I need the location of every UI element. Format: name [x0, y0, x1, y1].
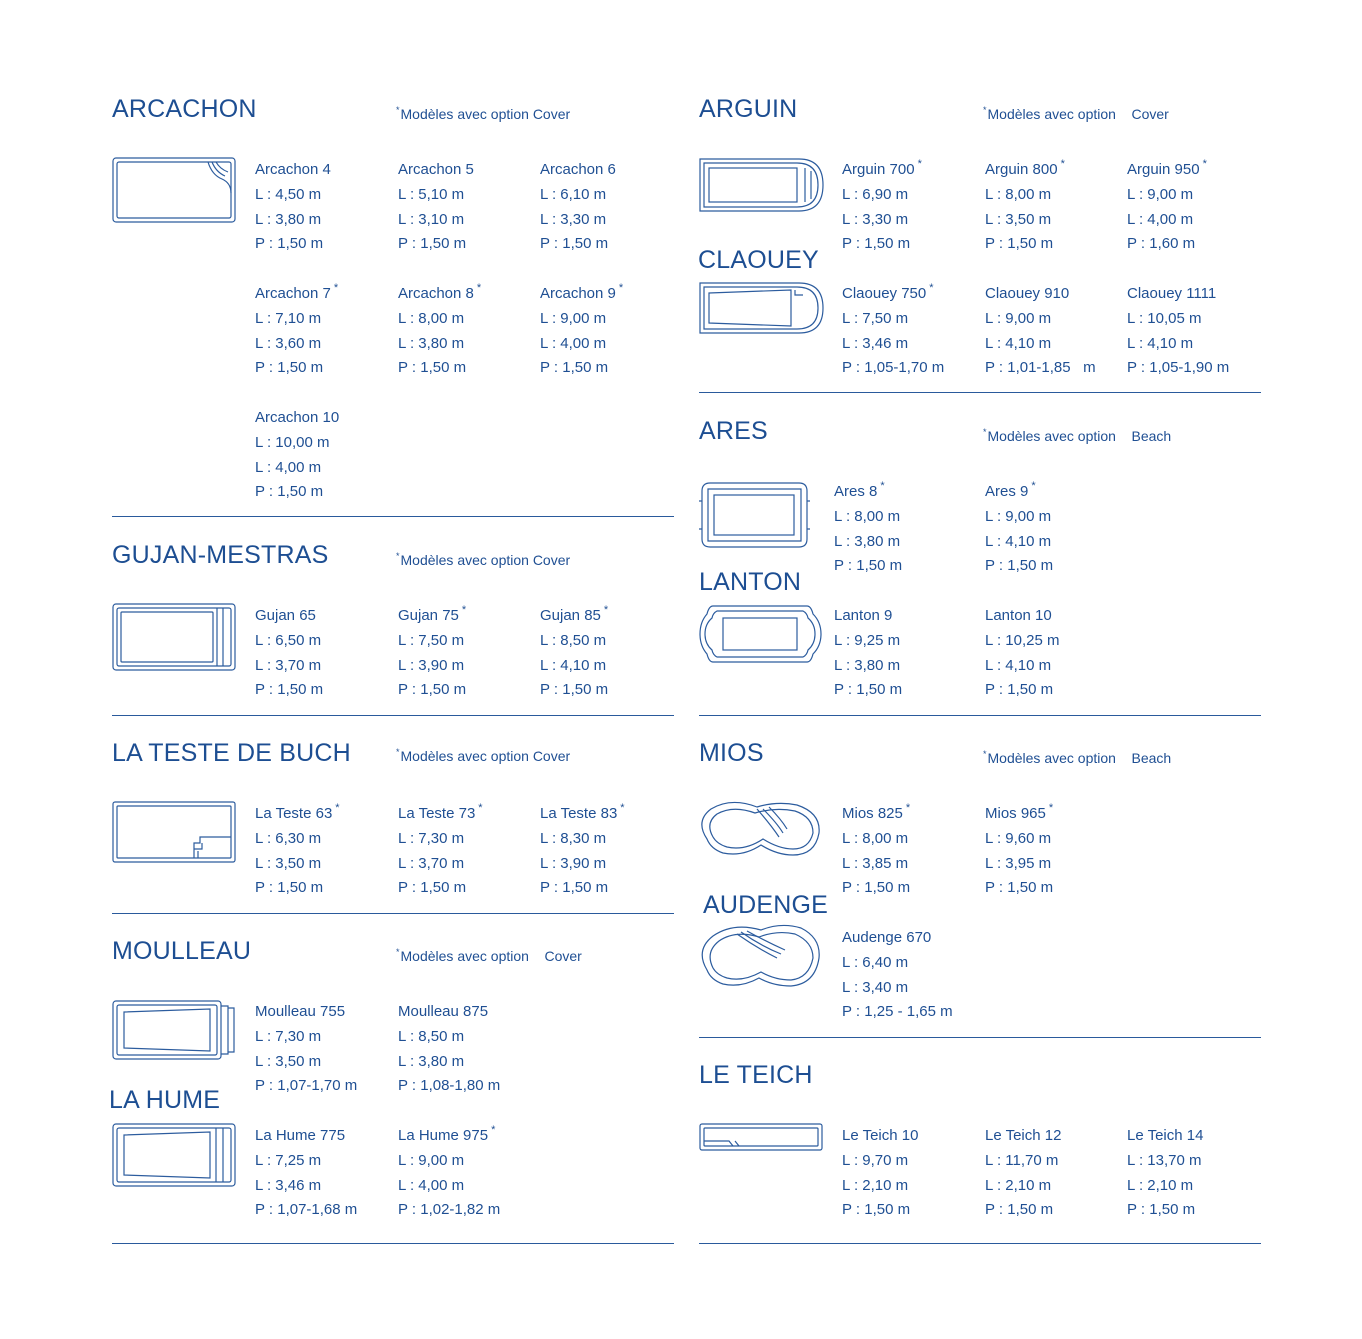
model-la-teste-63: La Teste 63 * L : 6,30 m L : 3,50 m P : 1,50 m: [255, 802, 340, 897]
section-title-la-hume: LA HUME: [109, 1086, 221, 1114]
model-le-teich-12: Le Teich 12 L : 11,70 m L : 2,10 m P : 1,50 m: [985, 1127, 1062, 1219]
model-arcachon-7: Arcachon 7 * L : 7,10 m L : 3,60 m P : 1,50 m: [255, 282, 339, 377]
model-arcachon-5: Arcachon 5 L : 5,10 m L : 3,10 m P : 1,50 m: [398, 161, 474, 253]
model-arguin-950: Arguin 950 * L : 9,00 m L : 4,00 m P : 1,60 m: [1127, 158, 1207, 253]
section-title-ares: ARES: [699, 417, 768, 445]
cover-option-note: *Modèles avec option Cover: [396, 105, 571, 122]
model-le-teich-14: Le Teich 14 L : 13,70 m L : 2,10 m P : 1,50 m: [1127, 1127, 1204, 1219]
model-la-teste-73: La Teste 73 * L : 7,30 m L : 3,70 m P : 1,50 m: [398, 802, 483, 897]
section-title-mios: MIOS: [699, 739, 764, 767]
model-moulleau-875: Moulleau 875 L : 8,50 m L : 3,80 m P : 1,08-1,80 m: [398, 1003, 501, 1095]
audenge-pool-icon: [697, 922, 823, 990]
claouey-pool-icon: [699, 281, 825, 335]
section-divider: [112, 1243, 674, 1244]
model-lanton-10: Lanton 10 L : 10,25 m L : 4,10 m P : 1,50 m: [985, 607, 1060, 699]
model-arcachon-9: Arcachon 9 * L : 9,00 m L : 4,00 m P : 1,50 m: [540, 282, 624, 377]
section-title-audenge: AUDENGE: [703, 891, 829, 919]
model-ares-9: Ares 9 * L : 9,00 m L : 4,10 m P : 1,50 m: [985, 480, 1054, 575]
model-arguin-700: Arguin 700 * L : 6,90 m L : 3,30 m P : 1,50 m: [842, 158, 922, 253]
cover-option-note: *Modèles avec option Cover: [396, 947, 582, 964]
section-title-gujan-mestras: GUJAN-MESTRAS: [112, 541, 329, 569]
section-divider: [112, 516, 674, 517]
model-gujan-75: Gujan 75 * L : 7,50 m L : 3,90 m P : 1,50 m: [398, 604, 467, 699]
section-divider: [699, 392, 1261, 393]
arguin-pool-icon: [699, 157, 825, 213]
model-gujan-85: Gujan 85 * L : 8,50 m L : 4,10 m P : 1,50 m: [540, 604, 609, 699]
model-claouey-1111: Claouey 1111 L : 10,05 m L : 4,10 m P : 1,05-1,90 m: [1127, 285, 1230, 377]
section-divider: [699, 1037, 1261, 1038]
section-title-moulleau: MOULLEAU: [112, 937, 252, 965]
model-moulleau-755: Moulleau 755 L : 7,30 m L : 3,50 m P : 1,07-1,70 m: [255, 1003, 358, 1095]
section-title-la-teste-de-buch: LA TESTE DE BUCH: [112, 739, 351, 767]
model-lanton-9: Lanton 9 L : 9,25 m L : 3,80 m P : 1,50 m: [834, 607, 903, 699]
section-divider: [699, 715, 1261, 716]
mios-pool-icon: [697, 799, 823, 861]
model-mios-825: Mios 825 * L : 8,00 m L : 3,85 m P : 1,50 m: [842, 802, 911, 897]
model-arguin-800: Arguin 800 * L : 8,00 m L : 3,50 m P : 1,50 m: [985, 158, 1065, 253]
section-divider: [699, 1243, 1261, 1244]
cover-option-note: *Modèles avec option Cover: [983, 105, 1169, 122]
model-mios-965: Mios 965 * L : 9,60 m L : 3,95 m P : 1,50 m: [985, 802, 1054, 897]
model-claouey-750: Claouey 750 * L : 7,50 m L : 3,46 m P : 1,05-1,70 m: [842, 282, 945, 377]
model-le-teich-10: Le Teich 10 L : 9,70 m L : 2,10 m P : 1,50 m: [842, 1127, 919, 1219]
le-teich-pool-icon: [699, 1123, 823, 1151]
la-teste-pool-icon: [112, 801, 236, 863]
model-claouey-910: Claouey 910 L : 9,00 m L : 4,10 m P : 1,01-1,85 m: [985, 285, 1096, 377]
section-title-lanton: LANTON: [699, 568, 802, 596]
model-ares-8: Ares 8 * L : 8,00 m L : 3,80 m P : 1,50 m: [834, 480, 903, 575]
model-arcachon-6: Arcachon 6 L : 6,10 m L : 3,30 m P : 1,50 m: [540, 161, 616, 253]
model-la-hume-975: La Hume 975 * L : 9,00 m L : 4,00 m P : 1,02-1,82 m: [398, 1124, 501, 1219]
arcachon-pool-icon: [112, 157, 236, 223]
section-title-le-teich: LE TEICH: [699, 1061, 813, 1089]
model-audenge-670: Audenge 670 L : 6,40 m L : 3,40 m P : 1,25 - 1,65 m: [842, 929, 953, 1021]
model-arcachon-8: Arcachon 8 * L : 8,00 m L : 3,80 m P : 1,50 m: [398, 282, 482, 377]
ares-pool-icon: [699, 481, 811, 549]
model-arcachon-4: Arcachon 4 L : 4,50 m L : 3,80 m P : 1,50 m: [255, 161, 331, 253]
gujan-pool-icon: [112, 603, 236, 671]
beach-option-note: *Modèles avec option Beach: [983, 749, 1172, 766]
la-hume-pool-icon: [112, 1123, 236, 1187]
section-divider: [112, 715, 674, 716]
section-title-claouey: CLAOUEY: [698, 246, 819, 274]
model-gujan-65: Gujan 65 L : 6,50 m L : 3,70 m P : 1,50 m: [255, 607, 324, 699]
lanton-pool-icon: [699, 604, 823, 664]
model-arcachon-10: Arcachon 10 L : 10,00 m L : 4,00 m P : 1,50 m: [255, 409, 340, 501]
beach-option-note: *Modèles avec option Beach: [983, 427, 1172, 444]
cover-option-note: *Modèles avec option Cover: [396, 747, 571, 764]
section-title-arguin: ARGUIN: [699, 95, 798, 123]
model-la-hume-775: La Hume 775 L : 7,25 m L : 3,46 m P : 1,07-1,68 m: [255, 1127, 358, 1219]
moulleau-pool-icon: [112, 1000, 236, 1060]
section-title-arcachon: ARCACHON: [112, 95, 257, 123]
cover-option-note: *Modèles avec option Cover: [396, 551, 571, 568]
section-divider: [112, 913, 674, 914]
model-la-teste-83: La Teste 83 * L : 8,30 m L : 3,90 m P : 1,50 m: [540, 802, 625, 897]
